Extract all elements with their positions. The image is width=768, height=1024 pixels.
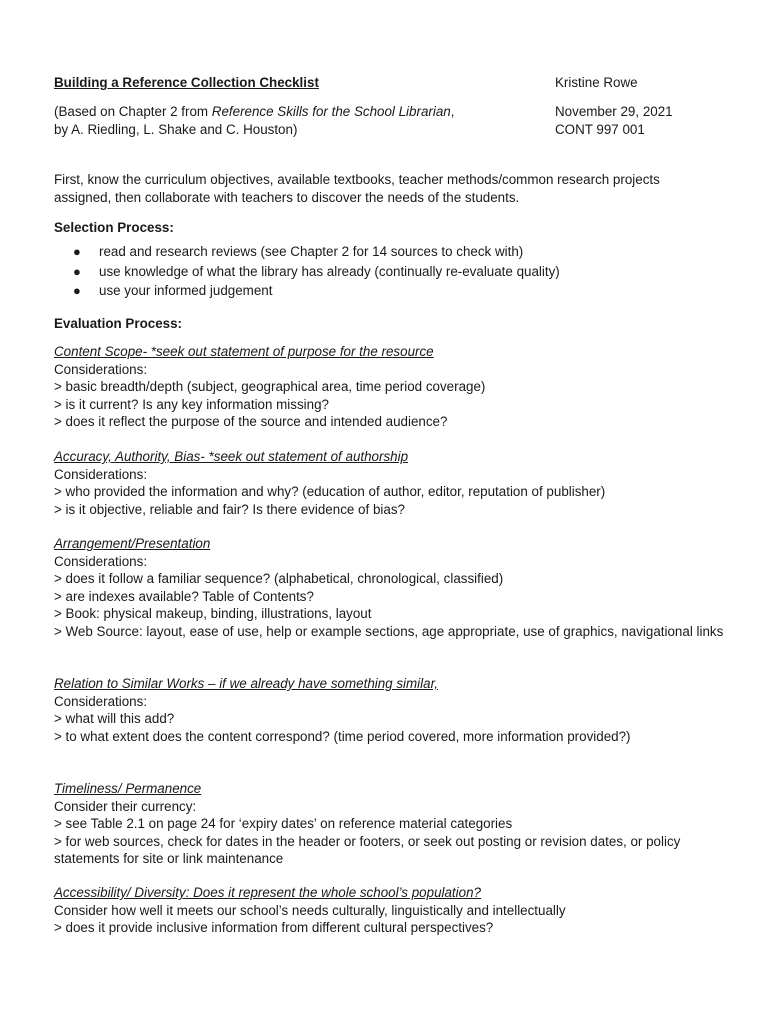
selection-list [54,242,560,301]
selection-heading: Selection Process: [54,220,174,235]
section-title: Content Scope- *seek out statement of purpose for the resource [54,344,434,359]
list-item-text: read and research reviews (see Chapter 2 for 14 sources to check with) [99,244,524,259]
section-title: Arrangement/Presentation [54,536,211,551]
bullet-icon: ● [73,244,81,259]
list-item [54,281,560,301]
section-line: > are indexes available? Table of Contents? [54,588,314,604]
section-title: Relation to Similar Works – if we already have something similar, [54,676,439,691]
eval-section-accessibility [54,884,724,937]
bullet-icon: ● [73,263,81,279]
source-citation-line-1 [54,104,454,119]
section-line: > is it current? Is any key information missing? [54,396,329,412]
list-item [54,242,560,262]
section-line: > Web Source: layout, ease of use, help or example sections, age appropriate, use of graphics, navigational links [54,623,724,639]
section-line: Considerations: [54,693,148,709]
section-title: Accuracy, Authority, Bias- *seek out statement of authorship [54,449,409,464]
eval-section-content-scope [54,343,724,431]
document-title: Building a Reference Collection Checklist [54,75,319,90]
section-line: > does it reflect the purpose of the source and intended audience? [54,414,448,429]
bullet-icon: ● [73,283,81,298]
section-line: > what will this add? [54,711,175,726]
section-line: Consider how well it meets our school’s needs culturally, linguistically and intellectually [54,902,566,918]
section-line: Considerations: [54,361,148,377]
section-title: Accessibility/ Diversity: Does it represent the whole school’s population? [54,885,481,900]
evaluation-heading: Evaluation Process: [54,316,183,331]
eval-section-arrangement [54,535,724,640]
section-line: > see Table 2.1 on page 24 for ‘expiry dates’ on reference material categories [54,816,513,831]
section-line: > basic breadth/depth (subject, geographical area, time period coverage) [54,379,486,394]
list-item [54,262,560,282]
list-item-text: use your informed judgement [99,283,273,298]
section-line: > who provided the information and why? (education of author, editor, reputation of publisher) [54,484,606,499]
source-citation-line-2: by A. Riedling, L. Shake and C. Houston) [54,122,298,137]
section-line: > does it provide inclusive information from different cultural perspectives? [54,920,494,935]
eval-section-timeliness [54,780,724,868]
section-line: Considerations: [54,466,148,482]
list-item-text: use knowledge of what the library has already (continually re-evaluate quality) [99,263,560,279]
section-line: Consider their currency: [54,798,197,814]
course-code: CONT 997 001 [555,122,645,137]
section-title: Timeliness/ Permanence [54,781,202,796]
section-line: > Book: physical makeup, binding, illustrations, layout [54,606,372,621]
section-line: > is it objective, reliable and fair? Is there evidence of bias? [54,501,405,517]
citation-suffix: , [450,104,455,119]
eval-section-relation [54,675,724,745]
citation-prefix: (Based on Chapter 2 from [54,104,212,119]
eval-section-accuracy [54,448,724,518]
section-line: > does it follow a familiar sequence? (alphabetical, chronological, classified) [54,571,504,586]
book-title: Reference Skills for the School Librarian [211,104,451,119]
section-line: > to what extent does the content correspond? (time period covered, more information provided?) [54,728,631,744]
section-line: > for web sources, check for dates in the header or footers, or seek out posting or revision dates, or policy statements for site or link maintenance [54,833,681,866]
document-date: November 29, 2021 [555,104,673,119]
section-line: Considerations: [54,553,148,569]
author-name: Kristine Rowe [555,75,638,90]
intro-paragraph: First, know the curriculum objectives, available textbooks, teacher methods/common research projects assigned, then collaborate with teachers to discover the needs of the students. [54,172,660,205]
